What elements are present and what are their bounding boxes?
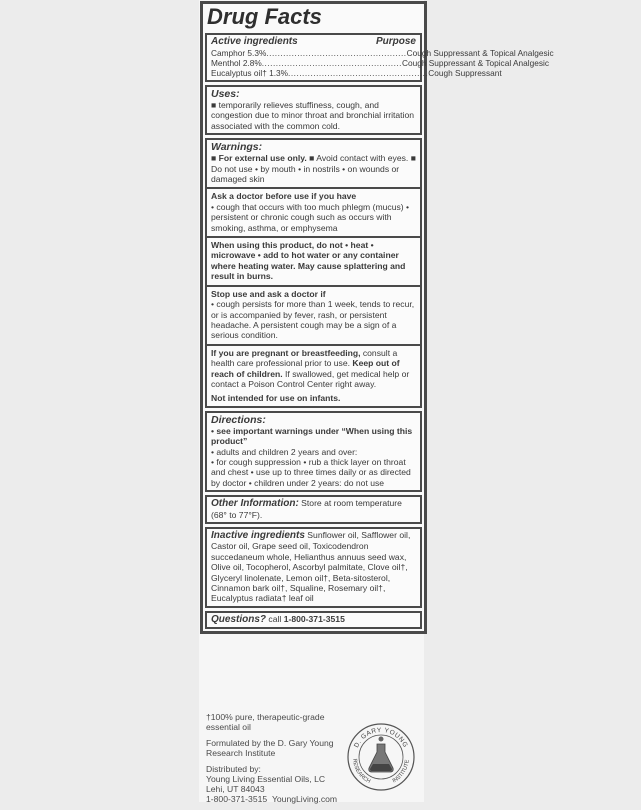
seal-left-text: RESEARCH — [351, 758, 372, 785]
uses-header: Uses: — [211, 88, 240, 100]
svg-text:RESEARCH — [351, 758, 371, 784]
drug-facts-title: Drug Facts — [207, 4, 322, 29]
warnings-header: Warnings: — [211, 141, 263, 154]
company-city: Lehi, UT 84043 — [206, 784, 265, 794]
flask-icon — [369, 737, 393, 773]
questions-section: Questions? call 1-800-371-3515 — [205, 611, 422, 629]
warnings-section — [205, 138, 422, 408]
research-institute-seal — [346, 722, 416, 792]
uses-text: ■ temporarily relieves stuffiness, cough, and congestion due to minor throat and bronchial irritation associated with the common cold. — [211, 100, 415, 131]
seal-top-text: D. GARY YOUNG — [353, 726, 409, 749]
ask-doctor-block: Ask a doctor before use if you have • cough that occurs with too much phlegm (mucus) • persistent or chronic cough such as occurs with smoking, asthma, or emphysema — [207, 187, 420, 233]
inactive-ingredients-section: Inactive ingredients Sunflower oil, Safflower oil, Castor oil, Grape seed oil, Toxicodendron succedaneum whole, Helianthus annuus seed wax, Olive oil, Tocopherol, Ascorbyl palmitate, Clove oil†, Glyceryl linolenate, Lemon oil†, Beta-sitosterol, Cinnamon bark oil†, Squaline, Rosemary oil†, Eucalyptus radiata† leaf oil — [205, 527, 422, 608]
infants-warning: Not intended for use on infants. — [211, 393, 341, 404]
other-information-section: Other Information: Store at room temperature (68° to 77°F). — [205, 495, 422, 524]
directions-section: Directions: • see important warnings under “When using this product” • adults and children 2 years and over: • for cough suppression • rub a thick layer on throat and chest • use up to three times daily or as directed by doctor • children under 2 years: do not use — [205, 411, 422, 492]
active-ingredients-header: Active ingredients — [211, 36, 298, 47]
company-phone: 1-800-371-3515 — [206, 794, 268, 804]
drug-facts-box — [200, 1, 554, 634]
ingredient-row: Camphor 5.3% .................................................. Cough Suppressant & Topical Analgesic — [211, 48, 554, 58]
svg-text:INSTITUTE — [392, 759, 411, 784]
when-using-block: When using this product, do not • heat • microwave • add to hot water or any container where heating water. May cause splattering and result in burns. — [207, 236, 420, 282]
other-information-header: Other Information: — [211, 498, 299, 510]
questions-header: Questions? — [211, 613, 267, 625]
pregnant-block: If you are pregnant or breastfeeding, consult a health care professional prior to use. Keep out of reach of children. If swallowed, get medical help or contact a Poison Control Center right away. Not intended for use on infants. — [207, 344, 420, 404]
directions-header: Directions: — [211, 413, 266, 426]
company-name: Young Living Essential Oils, LC — [206, 774, 326, 784]
ingredient-row: Menthol 2.8% .................................................. Cough Suppressant & Topical Analgesic — [211, 58, 549, 68]
company-website: YoungLiving.com — [271, 794, 338, 804]
active-ingredients-section — [205, 33, 554, 82]
uses-section — [205, 85, 422, 135]
seal-right-text: INSTITUTE — [391, 759, 411, 785]
questions-phone: 1-800-371-3515 — [283, 613, 345, 624]
ingredient-row: Eucalyptus oil† 1.3% .................................................. Cough Suppressant — [211, 68, 502, 78]
stop-use-block: Stop use and ask a doctor if • cough persists for more than 1 week, tends to recur, or is accompanied by fever, rash, or persistent headache. A persistent cough may be a sign of a serious condition. — [207, 285, 420, 341]
distributed-label: Distributed by: — [206, 764, 261, 774]
purpose-header: Purpose — [375, 36, 416, 47]
essential-oil-note: †100% pure, therapeutic-grade essential oil — [206, 712, 325, 732]
formulated-by: Formulated by the D. Gary Young Research Institute — [206, 738, 334, 758]
inactive-ingredients-header: Inactive ingredients — [211, 530, 305, 541]
external-use-warning: ■ For external use only. ■ Avoid contact with eyes. ■ Do not use • by mouth • in nostrils • on wounds or damaged skin — [211, 153, 416, 185]
